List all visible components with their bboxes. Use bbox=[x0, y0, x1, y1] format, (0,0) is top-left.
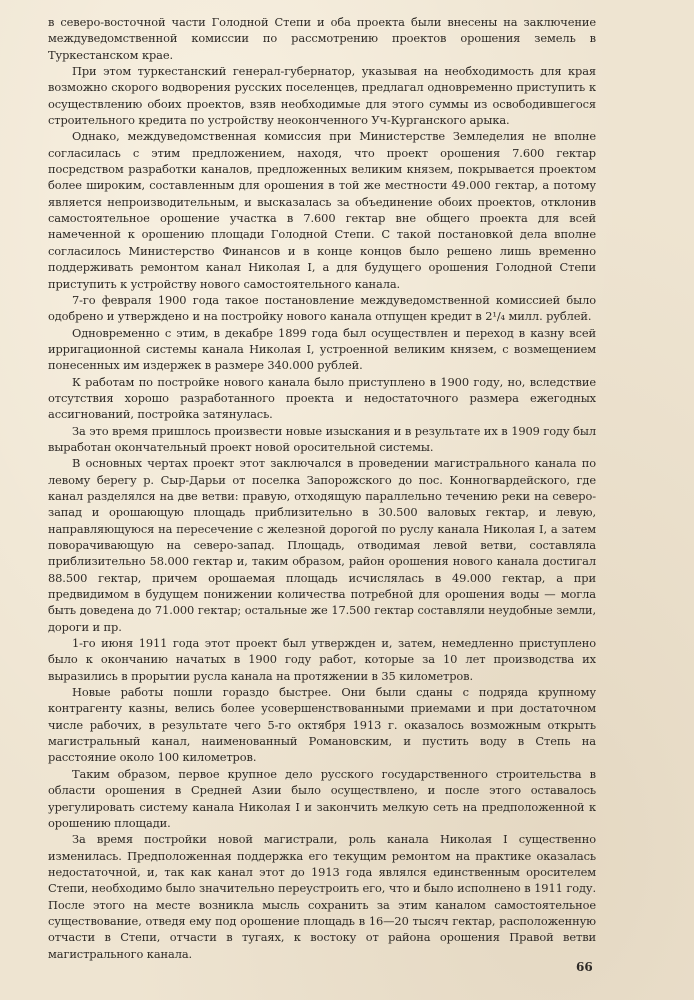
paragraph-12: За время постройки новой магистрали, роль канала Николая I существенно изменилась. Предположенная поддержка его текущим ремонтом на практике оказалась недостаточной, и, так как канал этот до 1913 года являлся единственным оросителем Степи, необходимо было значительно переустроить его, что и было исполнено в 1911 году. После этого на месте возникла мысль сохранить за этим каналом самостоятельное существование, отведя ему под орошение площадь в 16—20 тысяч гектар, расположенную отчасти в Степи, отчасти в тугаях, к востоку от района орошения Правой ветви магистрального канала. bbox=[48, 832, 596, 961]
paragraph-5: Одновременно с этим, в декабре 1899 года был осуществлен и переход в казну всей ирригационной системы канала Николая I, устроенной великим князем, с возмещением понесенных им издержек в размере 340.000 рублей. bbox=[48, 325, 596, 373]
paragraph-8: В основных чертах проект этот заключался в проведении магистрального канала по левому берегу р. Сыр-Дарьи от поселка Запорожского до пос. Конногвардейского, где канал разделялся на две ветви: правую, отходящую параллельно течению реки на северо-запад и орошающую площадь приблизительно в 30.500 валовых гектар, и левую, направляющуюся на пересечение с железной дорогой по руслу канала Николая I, а затем поворачивающую на северо-запад. Площадь, отводимая левой ветви, составляла приблизительно 58.000 гектар и, таким образом, район орошения нового канала достигал 88.500 гектар, причем орошаемая площадь исчислялась в 49.000 гектар, а при предвидимом в будущем понижении количества потребной для орошения воды — могла быть доведена до 71.000 гектар; остальные же 17.500 гектар составляли неудобные земли, дороги и пр. bbox=[48, 456, 596, 634]
page-number: 66 bbox=[576, 960, 593, 974]
paragraph-10: Новые работы пошли гораздо быстрее. Они были сданы с подряда крупному контрагенту казны, велись более усовершенствованными приемами и при достаточном числе рабочих, в результате чего 5-го октября 1913 г. оказалось возможным открыть магистральный канал, наименованный Романовским, и пустить воду в Степь на расстояние около 100 километров. bbox=[48, 685, 596, 765]
paragraph-11: Таким образом, первое крупное дело русского государственного строительства в области орошения в Средней Азии было осуществлено, и после этого оставалось урегулировать систему канала Николая I и закончить мелкую сеть на предположенной к орошению площади. bbox=[48, 766, 596, 830]
paragraph-2: При этом туркестанский генерал-губернатор, указывая на необходимость для края возможно скорого водворения русских поселенцев, предлагал одновременно приступить к осуществлению обоих проектов, взяв необходимые для этого суммы из освободившегося строительного кредита по устройству неоконченного Уч-Курганского арыка. bbox=[48, 64, 596, 128]
paragraph-9: 1-го июня 1911 года этот проект был утвержден и, затем, немедленно приступлено было к окончанию начатых в 1900 году работ, которые за 10 лет производства их выразились в прорытии русла канала на протяжении в 35 километров. bbox=[48, 636, 596, 683]
paragraph-4: 7-го февраля 1900 года такое постановление междуведомственной комиссией было одобрено и утверждено и на постройку нового канала отпущен кредит в 2¹/₄ милл. рублей. bbox=[48, 292, 596, 324]
paragraph-7: За это время пришлось произвести новые изыскания и в результате их в 1909 году был выработан окончательный проект новой оросительной системы. bbox=[48, 423, 596, 454]
paragraph-1: в северо-восточной части Голодной Степи и оба проекта были внесены на заключение междуведомственной комиссии по рассмотрению проектов орошения земель в Туркестанском крае. bbox=[48, 15, 596, 62]
body-text bbox=[48, 14, 596, 962]
paragraph-6: К работам по постройке нового канала было приступлено в 1900 году, но, вследствие отсутствия хорошо разработанного проекта и недостаточного размера ежегодных ассигнований, постройка затянулась. bbox=[48, 374, 596, 422]
paragraph-3: Однако, междуведомственная комиссия при Министерстве Земледелия не вполне согласилась с этим предложением, находя, что проект орошения 7.600 гектар посредством разработки каналов, предложенных великим князем, покрывается проектом более широким, составленным для орошения в той же местности 49.000 гектар, а потому является непроизводительным, и высказалась за объединение обоих проектов, отклонив самостоятельное орошение участка в 7.600 гектар вне общего проекта для всей намеченной к орошению площади Голодной Степи. С такой постановкой дела вполне согласилось Министерство Финансов и в конце концов было решено лишь временно поддерживать ремонтом канал Николая I, а для будущего орошения Голодной Степи приступить к устройству нового самостоятельного канала. bbox=[48, 129, 596, 291]
